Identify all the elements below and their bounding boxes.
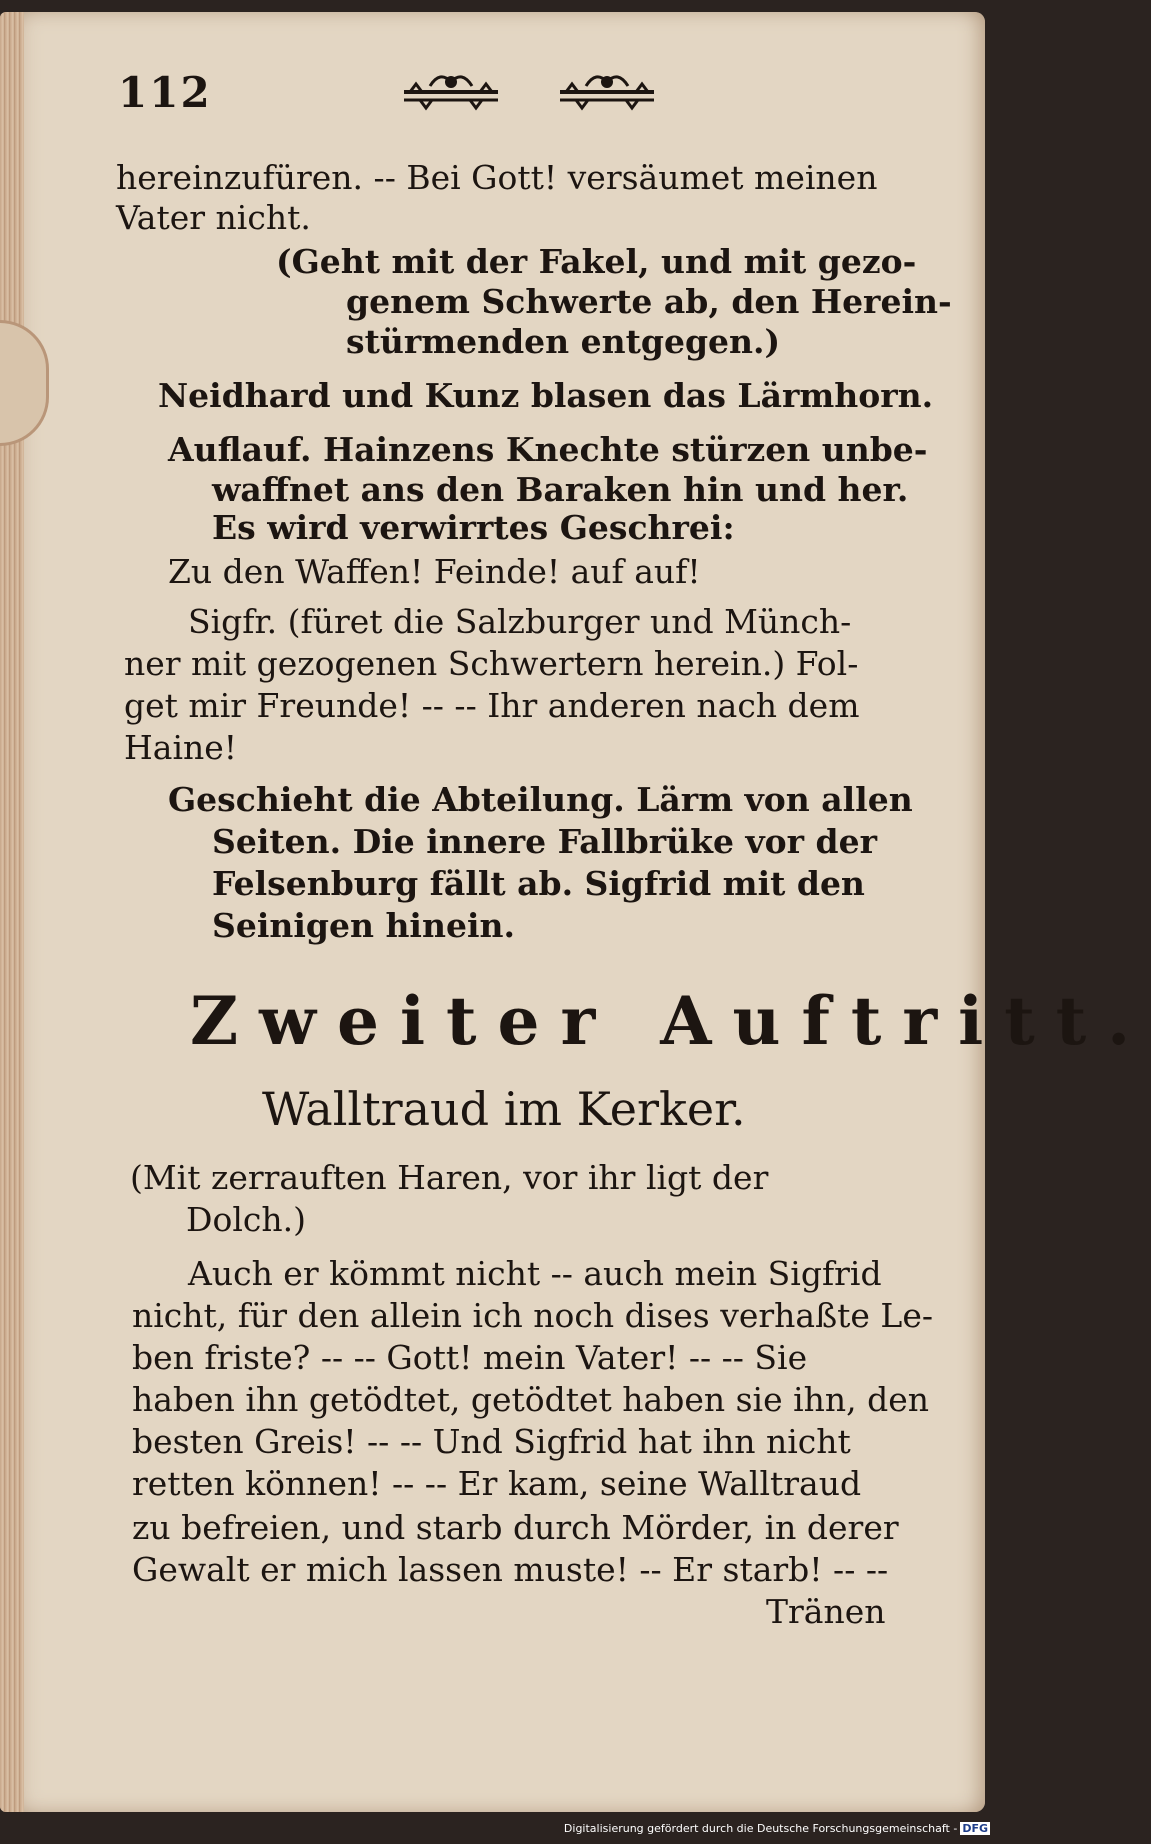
text-line: nicht, für den allein ich noch dises verhaßte Le-: [132, 1296, 934, 1335]
text-line: ben friste? -- -- Gott! mein Vater! -- -- Sie: [132, 1338, 808, 1377]
text-line: (Mit zerrauften Haren, vor ihr ligt der: [130, 1158, 769, 1197]
ornament-icon: [556, 66, 658, 114]
footer-bar: [0, 1816, 1000, 1844]
text-line: Haine!: [124, 728, 238, 767]
text-line: Sigfr. (füret die Salzburger und Münch-: [188, 602, 852, 641]
text-line: genem Schwerte ab, den Herein-: [346, 282, 952, 321]
page-number: 112: [118, 68, 212, 117]
text-line: Auch er kömmt nicht -- auch mein Sigfrid: [188, 1254, 882, 1293]
text-line: Gewalt er mich lassen muste! -- Er starb! -- --: [132, 1550, 889, 1589]
text-line: ner mit gezogenen Schwertern herein.) Fol-: [124, 644, 859, 683]
text-line: zu befreien, und starb durch Mörder, in derer: [132, 1508, 899, 1547]
text-line: Zu den Waffen! Feinde! auf auf!: [168, 552, 701, 591]
text-line: stürmenden entgegen.): [346, 322, 781, 361]
text-line: retten können! -- -- Er kam, seine Walltraud: [132, 1464, 862, 1503]
text-line: get mir Freunde! -- -- Ihr anderen nach dem: [124, 686, 860, 725]
footer-credit-text: Digitalisierung gefördert durch die Deutsche Forschungsgemeinschaft -: [563, 1822, 958, 1835]
text-line: Felsenburg fällt ab. Sigfrid mit den: [212, 864, 865, 903]
footer-credit: [564, 1822, 990, 1835]
text-line: hereinzufüren. -- Bei Gott! versäumet meinen: [116, 158, 878, 197]
text-line: haben ihn getödtet, getödtet haben sie ihn, den: [132, 1380, 930, 1419]
text-line: Seiten. Die innere Fallbrüke vor der: [212, 822, 877, 861]
text-line: Geschieht die Abteilung. Lärm von allen: [168, 780, 913, 819]
text-line: Es wird verwirrtes Geschrei:: [212, 508, 735, 547]
text-line: waffnet ans den Baraken hin und her.: [212, 470, 909, 509]
ornament-icon: [400, 66, 502, 114]
text-line: (Geht mit der Fakel, und mit gezo-: [276, 242, 917, 281]
text-line: besten Greis! -- -- Und Sigfrid hat ihn nicht: [132, 1422, 851, 1461]
scene-heading: Zweiter Auftritt.: [190, 982, 1151, 1060]
text-line: Auflauf. Hainzens Knechte stürzen unbe-: [168, 430, 928, 469]
catchword: Tränen: [766, 1592, 886, 1631]
text-line: Seinigen hinein.: [212, 906, 515, 945]
text-line: Neidhard und Kunz blasen das Lärmhorn.: [158, 376, 934, 415]
dfg-logo-icon: DFG: [962, 1822, 988, 1835]
text-line: Vater nicht.: [116, 198, 311, 237]
text-line: Dolch.): [186, 1200, 306, 1239]
scene-subheading: Walltraud im Kerker.: [262, 1082, 746, 1136]
